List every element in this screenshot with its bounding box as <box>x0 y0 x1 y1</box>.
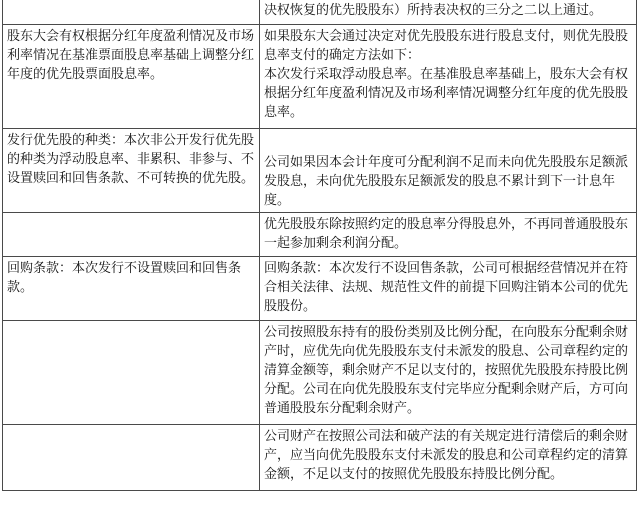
table-cell-right: 决权恢复的优先股股东）所持表决权的三分之二以上通过。 <box>260 0 637 25</box>
table-cell-right: 优先股股东除按照约定的股息率分得股息外，不再同普通股股东一起参加剩余利润分配。 <box>260 213 637 257</box>
table-cell-right: 公司如果因本会计年度可分配利润不足而未向优先股股东足额派发股息，未向优先股股东足额派发的股息不累计到下一计息年度。 <box>260 129 637 213</box>
table-cell-left <box>3 321 260 425</box>
table-row <box>3 0 637 25</box>
table-cell-right: 如果股东大会通过决定对优先股股东进行股息支付，则优先股股息率支付的确定方法如下： 本次发行采取浮动股息率。在基准股息率基础上，股东大会有权根据分红年度盈利情况及市场利率情况调整分红年度的优先股股息率。 <box>260 25 637 129</box>
table-cell-left <box>3 0 260 25</box>
table-row <box>3 321 637 425</box>
table-row <box>3 257 637 321</box>
table-cell-left: 股东大会有权根据分红年度盈利情况及市场利率情况在基准票面股息率基础上调整分红年度的优先股票面股息率。 <box>3 25 260 129</box>
table-cell-left: 发行优先股的种类：本次非公开发行优先股的种类为浮动股息率、非累积、非参与、不设置赎回和回售条款、不可转换的优先股。 <box>3 129 260 213</box>
table-cell-right: 公司财产在按照公司法和破产法的有关规定进行清偿后的剩余财产，应当向优先股股东支付未派发的股息和公司章程约定的清算金额，不足以支付的按照优先股股东持股比例分配。 <box>260 425 637 491</box>
table-cell-right: 回购条款：本次发行不设回售条款，公司可根据经营情况并在符合相关法律、法规、规范性文件的前提下回购注销本公司的优先股股份。 <box>260 257 637 321</box>
table-cell-left <box>3 425 260 491</box>
table-row <box>3 425 637 491</box>
table-cell-left: 回购条款：本次发行不设置赎回和回售条款。 <box>3 257 260 321</box>
table-cell-right: 公司按照股东持有的股份类别及比例分配，在向股东分配剩余财产时，应优先向优先股股东支付未派发的股息、公司章程约定的清算金额等，剩余财产不足以支付的，按照优先股股东持股比例分配。公司在向优先股股东支付完毕应分配剩余财产后，方可向普通股股东分配剩余财产。 <box>260 321 637 425</box>
table-row <box>3 213 637 257</box>
comparison-table <box>2 0 637 491</box>
table-row <box>3 25 637 129</box>
table-row <box>3 129 637 213</box>
table-cell-left <box>3 213 260 257</box>
